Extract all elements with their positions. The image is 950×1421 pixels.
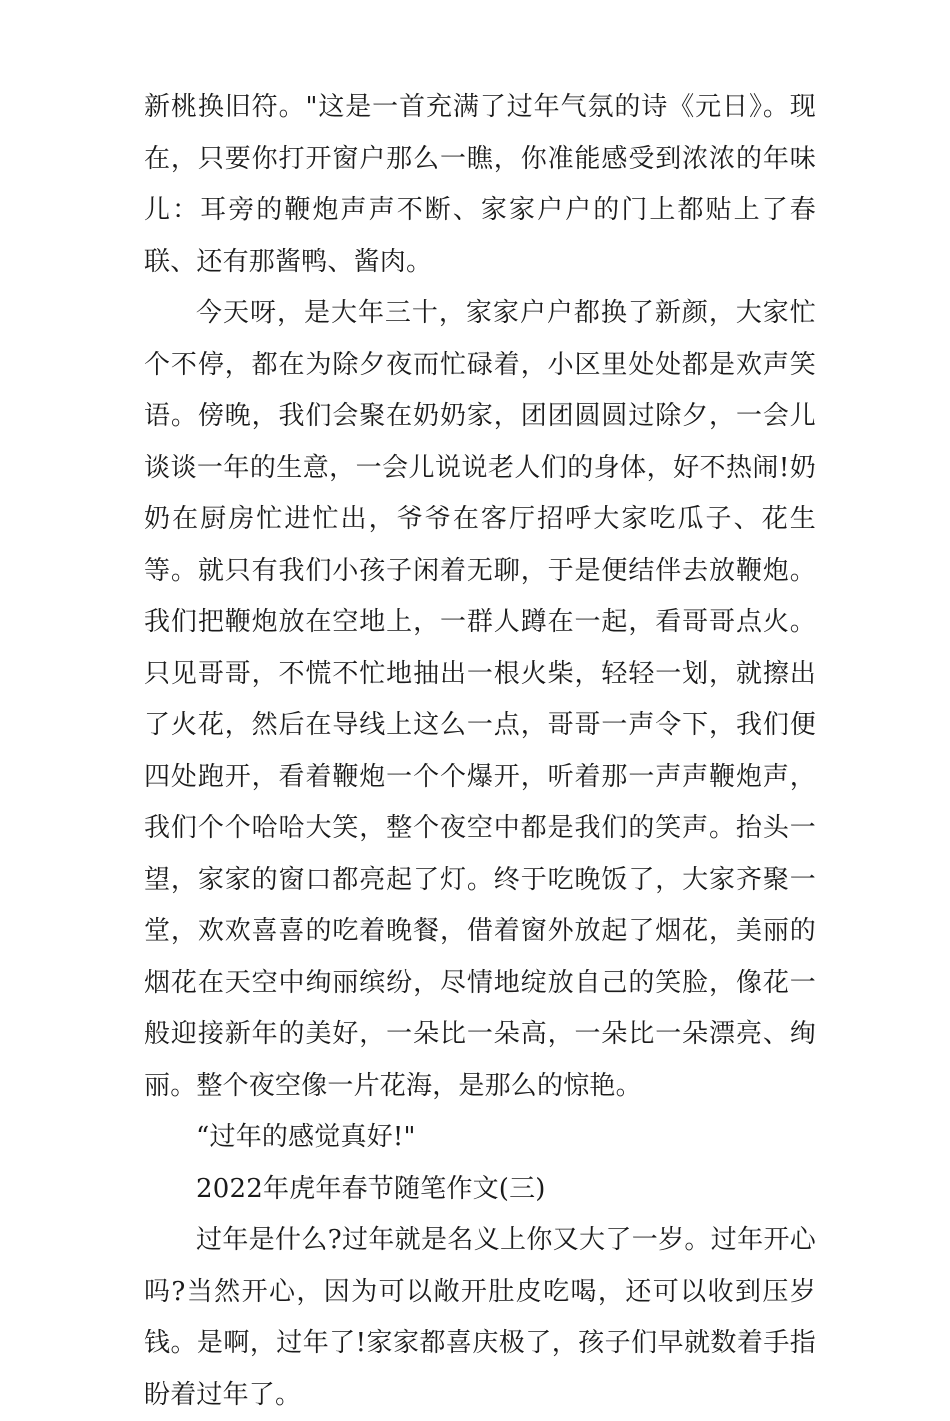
paragraph-new-years-eve: 今天呀，是大年三十，家家户户都换了新颜，大家忙个不停，都在为除夕夜而忙碌着，小区里处处都是欢声笑语。傍晚，我们会聚在奶奶家，团团圆圆过除夕，一会儿谈谈一年的生意，一会儿说说老人们的身体，好不热闹!奶奶在厨房忙进忙出，爷爷在客厅招呼大家吃瓜子、花生等。就只有我们小孩子闲着无聊，于是便结伴去放鞭炮。我们把鞭炮放在空地上，一群人蹲在一起，看哥哥点火。只见哥哥，不慌不忙地抽出一根火柴，轻轻一划，就擦出了火花，然后在导线上这么一点，哥哥一声令下，我们便四处跑开，看着鞭炮一个个爆开，听着那一声声鞭炮声，我们个个哈哈大笑，整个夜空中都是我们的笑声。抬头一望，家家的窗口都亮起了灯。终于吃晚饭了，大家齐聚一堂，欢欢喜喜的吃着晚餐，借着窗外放起了烟花，美丽的烟花在天空中绚丽缤纷，尽情地绽放自己的笑脸，像花一般迎接新年的美好，一朵比一朵高，一朵比一朵漂亮、绚丽。整个夜空像一片花海，是那么的惊艳。	[144, 298, 816, 1101]
paragraph-new-year-poem: 新桃换旧符。"这是一首充满了过年气氛的诗《元日》。现在，只要你打开窗户那么一瞧，你准能感受到浓浓的年味儿：耳旁的鞭炮声声不断、家家户户的门上都贴上了春联、还有那酱鸭、酱肉。	[144, 92, 816, 277]
document-page	[144, 82, 816, 1421]
paragraph-quote: “过年的感觉真好!"	[196, 1122, 416, 1152]
paragraph-what-is-new-year: 过年是什么?过年就是名义上你又大了一岁。过年开心吗?当然开心，因为可以敞开肚皮吃喝，还可以收到压岁钱。是啊，过年了!家家都喜庆极了，孩子们早就数着手指盼着过年了。	[144, 1225, 816, 1410]
section-heading: 2022年虎年春节随笔作文(三)	[196, 1173, 546, 1204]
